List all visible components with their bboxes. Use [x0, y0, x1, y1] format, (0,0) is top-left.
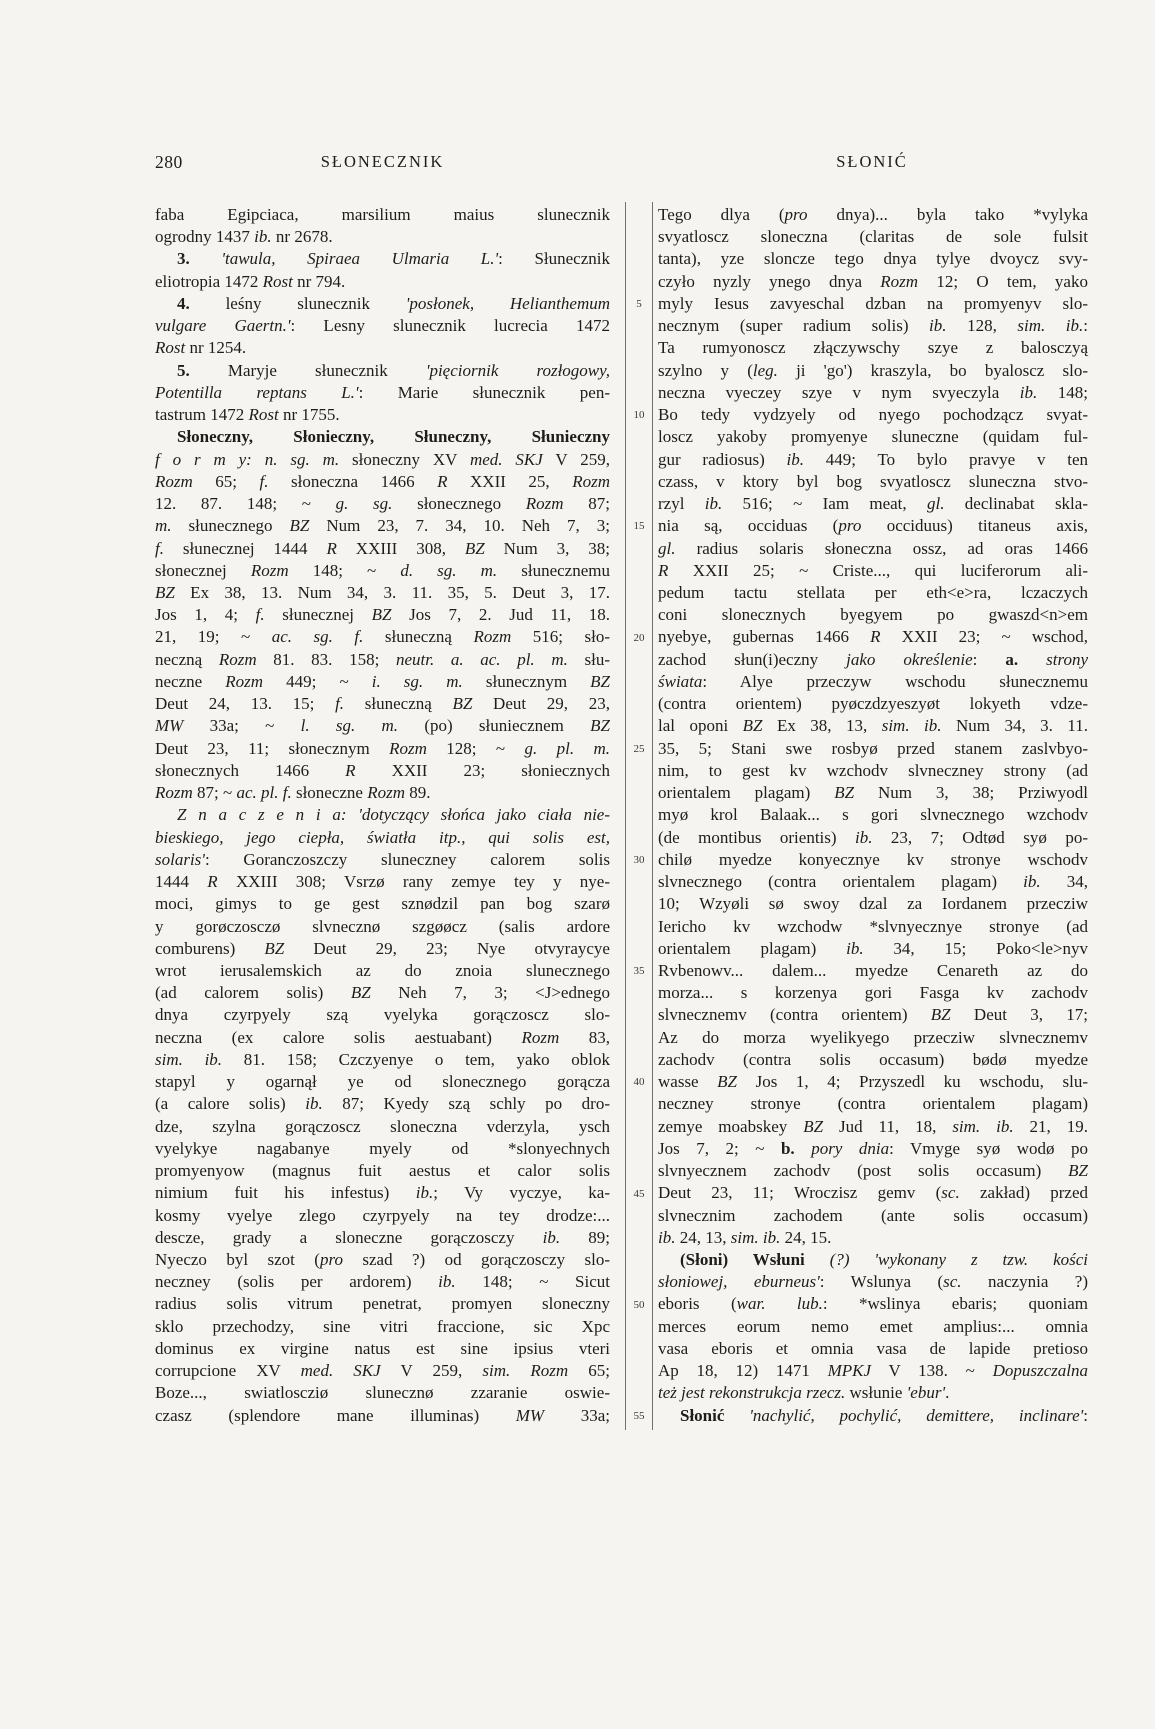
- text-line: sim. ib. 81. 158; Czczyenye o tem, yako oblok: [155, 1049, 610, 1069]
- text-line: corrupcione XV med. SKJ V 259, sim. Rozm 65;: [155, 1361, 610, 1381]
- text-line: nia są, occiduas (pro occiduus) titaneus axis,: [658, 516, 1088, 536]
- text-line: (contra orientem) pyøczdzyeszyøt lokyeth vdze-: [658, 694, 1088, 714]
- text-line: slvnyecznem zachodv (post solis occasum) BZ: [658, 1161, 1088, 1181]
- text-line: nimium fuit his infestus) ib.; Vy vyczye, ka-: [155, 1183, 610, 1203]
- text-line: eboris (war. lub.: *wslinya ebaris; quoniam: [658, 1294, 1088, 1314]
- text-line: Nyeczo byl szot (pro szad ?) od gorączosczy slo-: [155, 1250, 610, 1270]
- text-line: zachod słun(i)eczny jako określenie: a. strony: [658, 649, 1088, 669]
- text-line: (de montibus orientis) ib. 23, 7; Odtød syø po-: [658, 827, 1088, 847]
- text-line: słonecznej Rozm 148; ~ d. sg. m. słunecznemu: [155, 560, 610, 580]
- line-number: 55: [633, 1409, 645, 1422]
- text-line: czyło nyzly ynego dnya Rozm 12; O tem, yako: [658, 271, 1088, 291]
- line-number: 10: [633, 409, 645, 422]
- text-line: orientalem plagam) BZ Num 3, 38; Prziwyodl: [658, 783, 1089, 803]
- text-line: 12. 87. 148; ~ g. sg. słonecznego Rozm 87;: [155, 494, 610, 514]
- text-line: słonecznych 1466 R XXII 23; słoniecznych: [155, 760, 610, 780]
- text-line: ogrodny 1437 ib. nr 2678.: [155, 227, 333, 247]
- text-line: 4. leśny slunecznik 'posłonek, Helianthemum: [177, 293, 610, 313]
- text-line: 10; Wzyøli sø swoy dzal za Iordanem przecziw: [658, 894, 1088, 914]
- text-line: słoniowej, eburneus': Wslunya (sc. naczynia ?): [658, 1272, 1088, 1292]
- text-line: Az do morza wyelikyego przecziw slvnecznemv: [658, 1027, 1088, 1047]
- text-line: eliotropia 1472 Rost nr 794.: [155, 271, 346, 291]
- text-line: comburens) BZ Deut 29, 23; Nye otvyraycye: [155, 938, 610, 958]
- text-line: (a calore solis) ib. 87; Kyedy szą schly po dro-: [155, 1094, 610, 1114]
- text-line: 3. 'tawula, Spiraea Ulmaria L.': Słunecznik: [177, 249, 610, 269]
- text-line: Rozm 87; ~ ac. pl. f. słoneczne Rozm 89.: [155, 783, 431, 803]
- text-line: neczna vyeczey szye v nym svyeczyla ib. 148;: [658, 382, 1088, 402]
- text-line: Z n a c z e n i a: 'dotyczący słońca jako ciała nie-: [177, 805, 610, 825]
- text-line: Ap 18, 12) 1471 MPKJ V 138. ~ Dopuszczalna: [658, 1361, 1088, 1381]
- column-divider-left-rule: [625, 202, 626, 1430]
- left-column: [155, 204, 610, 1427]
- text-line: 5. Maryje słunecznik 'pięciornik rozłogowy,: [177, 360, 610, 380]
- text-line: gl. radius solaris słoneczna ossz, ad oras 1466: [658, 538, 1088, 558]
- text-line: Boze..., swiatloscziø slunecznø zzaranie oswie-: [155, 1383, 610, 1403]
- line-number: 35: [633, 965, 645, 978]
- text-line: Słonić 'nachylić, pochylić, demittere, inclinare':: [680, 1405, 1089, 1425]
- text-line: sklo przechodzy, sine vitri fraccione, sic Xpc: [155, 1316, 610, 1336]
- text-line: gur radiosus) ib. 449; To bylo pravye v ten: [658, 449, 1089, 469]
- text-line: vasa eboris et omnia vasa de lapide pretioso: [658, 1338, 1088, 1358]
- line-number: 30: [633, 853, 645, 866]
- text-line: faba Egipciaca, marsilium maius slunecznik: [155, 205, 610, 224]
- text-line: neczne Rozm 449; ~ i. sg. m. słunecznym BZ: [155, 671, 611, 691]
- text-line: y gorøczosczø slvnecznø szgøøcz (salis ardore: [155, 916, 610, 936]
- text-line: slvnecznemv (contra orientem) BZ Deut 3, 17;: [658, 1005, 1088, 1025]
- text-line: Tego dlya (pro dnya)... byla tako *vylyka: [658, 205, 1088, 224]
- text-line: svyatloscz sloneczna (claritas de sole fulsit: [658, 227, 1088, 247]
- text-line: wrot ierusalemskich az do znoia slunecznego: [155, 960, 610, 980]
- running-title-left: SŁONECZNIK: [320, 152, 445, 171]
- text-line: necznym (super radium solis) ib. 128, sim. ib.:: [658, 316, 1088, 336]
- text-line: zemye moabskey BZ Jud 11, 18, sim. ib. 21, 19.: [658, 1116, 1089, 1136]
- text-line: pedum tactu stellata per eth<e>ra, lczaczych: [658, 582, 1088, 602]
- text-line: myly Iesus zavyeschal dzban na promyenyv slo-: [658, 293, 1088, 313]
- line-number: 45: [633, 1187, 645, 1200]
- text-line: vulgare Gaertn.': Lesny slunecznik lucrecia 1472: [155, 316, 610, 336]
- text-line: f. słunecznej 1444 R XXIII 308, BZ Num 3, 38;: [155, 538, 610, 558]
- text-line: slvnecznim zachodem (ante solis occasum): [658, 1205, 1088, 1225]
- page-number: 280: [155, 152, 183, 172]
- text-line: (ad calorem solis) BZ Neh 7, 3; <J>ednego: [155, 983, 610, 1003]
- text-line: vyelykye nagabanye myely od *slonyechnych: [155, 1138, 610, 1158]
- text-line: solaris': Goranczoszczy sluneczney calorem solis: [155, 849, 610, 869]
- text-line: coni slonecznych byegyem po gwaszd<n>em: [658, 605, 1088, 625]
- text-line: 21, 19; ~ ac. sg. f. słuneczną Rozm 516; sło-: [155, 627, 610, 647]
- text-line: slvnecznego (contra orientalem plagam) ib. 34,: [658, 872, 1089, 892]
- text-line: tastrum 1472 Rost nr 1755.: [155, 405, 340, 425]
- text-line: Rvbenowv... dalem... myedze Cenareth az do: [658, 960, 1088, 980]
- text-line: bieskiego, jego ciepła, światła itp., qui solis est,: [155, 827, 610, 847]
- running-title-right: SŁONIĆ: [836, 152, 908, 171]
- text-line: neczna (ex calore solis aestuabant) Rozm 83,: [155, 1027, 610, 1047]
- text-line: morza... s korzenya gori Fasga kv zachodv: [658, 983, 1088, 1003]
- text-line: Deut 23, 11; słonecznym Rozm 128; ~ g. pl. m.: [155, 738, 611, 758]
- text-line: Bo tedy vydzyely od nyego pochodzącz svyat-: [658, 405, 1088, 425]
- line-number: 15: [633, 520, 645, 533]
- text-line: (Słoni) Wsłuni (?) 'wykonany z tzw. kości: [680, 1250, 1088, 1270]
- text-line: promyenyow (magnus fuit aestus et calor solis: [155, 1161, 610, 1181]
- text-line: nim, to gest kv wzchodv slvneczney strony (ad: [658, 760, 1088, 780]
- text-line: Deut 24, 13. 15; f. słuneczną BZ Deut 29, 23,: [155, 694, 610, 714]
- text-line: dze, szylna gorączoscz sloneczna vderzyla, ysch: [155, 1116, 610, 1136]
- text-line: loscz yakoby promyenye sluneczne (quidam ful-: [658, 427, 1088, 447]
- text-line: neczney stronye (contra orientalem plagam): [658, 1094, 1088, 1114]
- text-line: moci, gimys to ge gest sznødzil pan bog szarø: [155, 894, 610, 914]
- text-line: R XXII 25; ~ Criste..., qui luciferorum ali-: [658, 560, 1088, 580]
- text-line: Rost nr 1254.: [155, 338, 247, 358]
- text-line: radius solis vitrum penetrat, promyen sloneczny: [155, 1294, 610, 1314]
- text-line: 35, 5; Stani swe rosbyø przed stanem zaslvbyo-: [658, 738, 1088, 758]
- text-line: Ta rumyonoscz złączywschy szye z balosczyą: [658, 338, 1088, 358]
- column-divider-right-rule: [652, 202, 653, 1430]
- text-line: descze, grady a sloneczne gorączosczy ib. 89;: [155, 1227, 610, 1247]
- text-line: Rozm 65; f. słoneczna 1466 R XXII 25, Rozm: [155, 471, 610, 491]
- text-line: wasse BZ Jos 1, 4; Przyszedl ku wschodu, slu-: [658, 1072, 1088, 1092]
- text-line: neczney (solis per ardorem) ib. 148; ~ Sicut: [155, 1272, 610, 1292]
- text-line: dnya czyrpyely szą vyelyka gorączoscz slo-: [155, 1005, 610, 1025]
- line-number: 25: [633, 742, 645, 755]
- line-number: 50: [633, 1298, 645, 1311]
- text-line: BZ Ex 38, 13. Num 34, 3. 11. 35, 5. Deut 3, 17.: [155, 582, 610, 602]
- text-line: Deut 23, 11; Wroczisz gemv (sc. zakład) przed: [658, 1183, 1089, 1203]
- right-column: [658, 204, 1088, 1427]
- text-line: też jest rekonstrukcja rzecz. wsłunie 'ebur'.: [658, 1383, 950, 1403]
- line-number: 20: [633, 631, 645, 644]
- text-line: zachodv (contra solis occasum) bødø myedze: [658, 1049, 1088, 1069]
- line-number: 5: [636, 297, 642, 310]
- text-line: lal oponi BZ Ex 38, 13, sim. ib. Num 34, 3. 11.: [658, 716, 1088, 736]
- text-line: Jos 1, 4; f. słunecznej BZ Jos 7, 2. Jud 11, 18.: [155, 605, 610, 625]
- text-line: myø krol Balaak... s gori slvnecznego wzchodv: [658, 805, 1088, 825]
- text-line: świata: Alye przeczyw wschodu słunecznemu: [658, 671, 1088, 691]
- text-line: rzyl ib. 516; ~ Iam meat, gl. declinabat skla-: [658, 494, 1088, 514]
- text-line: f o r m y: n. sg. m. słoneczny XV med. SKJ V 259,: [155, 449, 610, 469]
- text-line: MW 33a; ~ l. sg. m. (po) słuniecznem BZ: [155, 716, 610, 736]
- text-line: szylno y (leg. ji 'go') kraszyla, bo byaloscz slo-: [658, 360, 1088, 380]
- line-number: 40: [633, 1076, 645, 1089]
- text-line: czass, v ktory byl bog svyatloscz sluneczna stvo-: [658, 471, 1088, 491]
- text-line: Potentilla reptans L.': Marie słunecznik pen-: [155, 382, 610, 402]
- text-line: Iericho kv wzchodw *slvnyecznye stronye (ad: [658, 916, 1088, 936]
- text-line: 1444 R XXIII 308; Vsrzø rany zemye tey y nye-: [155, 872, 611, 892]
- text-line: m. słunecznego BZ Num 23, 7. 34, 10. Neh 7, 3;: [155, 516, 610, 536]
- text-line: merces eorum nemo emet amplius:... omnia: [658, 1316, 1088, 1336]
- text-line: stapyl y ogarnął ye od slonecznego gorącza: [155, 1072, 610, 1092]
- text-line: dominus ex virgine natus est sine ipsius vteri: [155, 1338, 610, 1358]
- text-line: orientalem plagam) ib. 34, 15; Poko<le>nyv: [658, 938, 1088, 958]
- text-line: Jos 7, 2; ~ b. pory dnia: Vmyge syø wodø po: [658, 1138, 1088, 1158]
- text-line: neczną Rozm 81. 83. 158; neutr. a. ac. pl. m. słu-: [155, 649, 611, 669]
- text-line: kosmy vyelye zlego czyrpyely na tey drodze:...: [155, 1205, 610, 1225]
- text-line: ib. 24, 13, sim. ib. 24, 15.: [658, 1227, 832, 1247]
- text-line: Słoneczny, Słonieczny, Słuneczny, Słunieczny: [177, 427, 610, 447]
- text-line: nyebye, gubernas 1466 R XXII 23; ~ wschod,: [658, 627, 1089, 647]
- text-line: tanta), yze sloncze tego dnya tylye dvoycz svy-: [658, 249, 1088, 269]
- text-line: czasz (splendore mane illuminas) MW 33a;: [155, 1405, 610, 1425]
- text-line: chilø myedze konyecznye kv stronye wschodv: [658, 849, 1088, 869]
